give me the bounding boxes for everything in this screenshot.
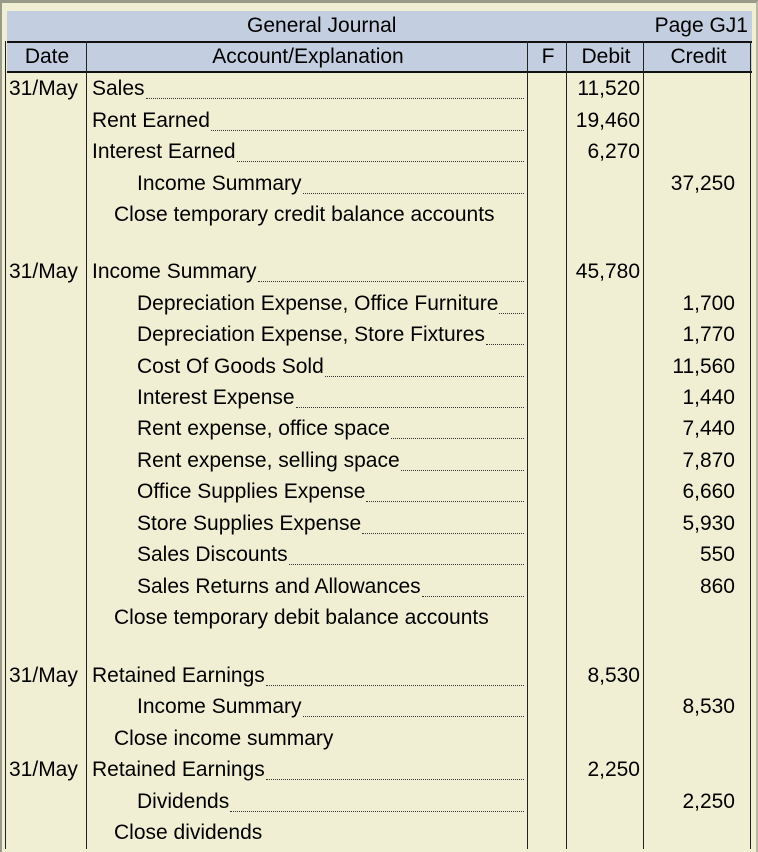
account-cell [92, 755, 524, 785]
journal-row [2, 692, 758, 722]
account-cell [137, 320, 524, 350]
header-date: Date [24, 45, 70, 68]
journal-row [2, 477, 758, 507]
dotted-leader [266, 685, 524, 686]
account-cell [137, 414, 524, 444]
account-cell [92, 257, 524, 287]
dotted-leader [296, 407, 524, 408]
credited-account-name: Dividends [137, 790, 230, 813]
debit-amount: 8,530 [587, 664, 640, 687]
journal-row [2, 818, 758, 848]
credit-amount: 7,440 [682, 417, 735, 440]
dotted-leader [266, 779, 524, 780]
credit-amount: 6,660 [682, 480, 735, 503]
credit-amount: 8,530 [682, 695, 735, 718]
journal-row [2, 509, 758, 539]
dotted-leader [325, 376, 524, 377]
credit-amount: 1,440 [682, 386, 735, 409]
header-credit: Credit [670, 45, 727, 68]
credit-amount: 1,700 [682, 292, 735, 315]
credited-account-name: Cost Of Goods Sold [137, 355, 324, 378]
dotted-leader [303, 716, 524, 717]
journal-row [2, 414, 758, 444]
entry-explanation: Close income summary [114, 727, 334, 750]
credit-amount: 2,250 [682, 790, 735, 813]
debited-account-name: Interest Earned [92, 140, 236, 163]
dotted-leader [230, 811, 524, 812]
debited-account-name: Sales [92, 77, 145, 100]
debit-amount: 2,250 [587, 758, 640, 781]
dotted-leader [211, 130, 524, 131]
entry-explanation: Close dividends [114, 821, 263, 844]
entry-explanation: Close temporary debit balance accounts [114, 606, 489, 629]
header-debit: Debit [581, 45, 631, 68]
debited-account-name: Retained Earnings [92, 758, 265, 781]
journal-title-bar [7, 11, 752, 41]
account-cell [92, 74, 524, 104]
credited-account-name: Rent expense, selling space [137, 449, 400, 472]
debit-amount: 6,270 [587, 140, 640, 163]
entry-date: 31/May [9, 260, 78, 283]
entry-date: 31/May [9, 664, 78, 687]
account-cell [137, 572, 524, 602]
journal-row [2, 106, 758, 136]
journal-row [2, 383, 758, 413]
credit-amount: 11,560 [672, 355, 735, 378]
entry-date: 31/May [9, 77, 78, 100]
credit-amount: 550 [699, 543, 735, 566]
journal-row [2, 257, 758, 287]
account-cell [137, 289, 524, 319]
dotted-leader [362, 533, 524, 534]
dotted-leader [303, 193, 524, 194]
debit-amount: 19,460 [575, 109, 640, 132]
column-header-row [7, 41, 752, 73]
debited-account-name: Rent Earned [92, 109, 210, 132]
account-cell [137, 477, 524, 507]
journal-title: General Journal [247, 14, 397, 37]
account-cell [137, 446, 524, 476]
credited-account-name: Depreciation Expense, Office Furniture [137, 292, 499, 315]
credit-amount: 1,770 [682, 323, 735, 346]
journal-row [2, 661, 758, 691]
debited-account-name: Retained Earnings [92, 664, 265, 687]
account-cell [92, 137, 524, 167]
credited-account-name: Income Summary [137, 172, 302, 195]
debit-amount: 11,520 [577, 77, 640, 100]
credit-amount: 5,930 [682, 512, 735, 535]
header-account: Account/Explanation [212, 45, 404, 68]
dotted-leader [366, 501, 524, 502]
credited-account-name: Depreciation Expense, Store Fixtures [137, 323, 485, 346]
journal-row [2, 572, 758, 602]
dotted-leader [499, 313, 524, 314]
credited-account-name: Office Supplies Expense [137, 480, 366, 503]
credited-account-name: Rent expense, office space [137, 417, 390, 440]
journal-row [2, 289, 758, 319]
credited-account-name: Interest Expense [137, 386, 295, 409]
journal-row [2, 603, 758, 633]
credit-amount: 860 [699, 575, 735, 598]
credited-account-name: Income Summary [137, 695, 302, 718]
journal-row [2, 74, 758, 104]
journal-row [2, 200, 758, 230]
account-cell [137, 383, 524, 413]
account-cell [137, 787, 524, 817]
credited-account-name: Sales Discounts [137, 543, 288, 566]
entry-date: 31/May [9, 758, 78, 781]
journal-row [2, 320, 758, 350]
journal-row [2, 755, 758, 785]
credited-account-name: Sales Returns and Allowances [137, 575, 421, 598]
dotted-leader [486, 344, 524, 345]
account-cell [92, 661, 524, 691]
debited-account-name: Income Summary [92, 260, 257, 283]
account-cell [137, 169, 524, 199]
credit-amount: 37,250 [670, 172, 735, 195]
account-cell [92, 106, 524, 136]
dotted-leader [258, 281, 524, 282]
dotted-leader [289, 564, 524, 565]
account-cell [137, 509, 524, 539]
account-cell [137, 352, 524, 382]
dotted-leader [237, 161, 524, 162]
account-cell [137, 692, 524, 722]
header-f: F [541, 45, 555, 68]
page-number: Page GJ1 [654, 14, 748, 37]
dotted-leader [422, 596, 524, 597]
journal-row [2, 446, 758, 476]
account-cell [137, 540, 524, 570]
dotted-leader [146, 98, 524, 99]
dotted-leader [401, 470, 524, 471]
credit-amount: 7,870 [682, 449, 735, 472]
credited-account-name: Store Supplies Expense [137, 512, 362, 535]
dotted-leader [391, 438, 524, 439]
debit-amount: 45,780 [575, 260, 640, 283]
journal-row [2, 787, 758, 817]
entry-explanation: Close temporary credit balance accounts [114, 203, 495, 226]
journal-row [2, 540, 758, 570]
journal-row [2, 137, 758, 167]
journal-row [2, 724, 758, 754]
journal-row [2, 352, 758, 382]
journal-row [2, 169, 758, 199]
